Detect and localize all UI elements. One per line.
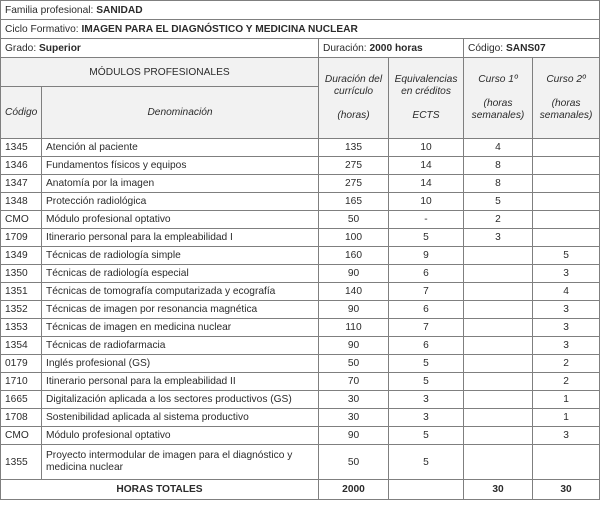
curso2-header [533, 58, 600, 139]
cell-horas: 30 [319, 391, 389, 409]
cell-ects: 9 [389, 247, 464, 265]
curso1-header-label: Curso 1º [478, 74, 518, 85]
table-row [1, 229, 600, 247]
table-row [1, 337, 600, 355]
cell-ects: 10 [389, 193, 464, 211]
ects-header-label: ECTS [412, 110, 440, 121]
grado-label: Grado: [5, 42, 37, 54]
cell-ects: 14 [389, 157, 464, 175]
ciclo-label: Ciclo Formativo: [5, 23, 79, 35]
denominacion-header: Denominación [42, 87, 319, 139]
cell-curso1 [464, 265, 533, 283]
cell-curso1 [464, 409, 533, 427]
duracion-label: Duración: [323, 42, 367, 54]
totals-ects [389, 480, 464, 500]
cell-curso2: 1 [533, 409, 600, 427]
cell-codigo: CMO [1, 427, 42, 445]
table-row [1, 157, 600, 175]
ciclo-row [1, 20, 600, 39]
cell-codigo: CMO [1, 211, 42, 229]
cell-denominacion: Módulo profesional optativo [42, 211, 319, 229]
table-row [1, 283, 600, 301]
grado-value: Superior [39, 42, 81, 54]
cell-codigo: 1708 [1, 409, 42, 427]
table-row [1, 409, 600, 427]
cell-codigo: 1348 [1, 193, 42, 211]
cell-curso1: 5 [464, 193, 533, 211]
cell-horas: 90 [319, 301, 389, 319]
cell-ects: 10 [389, 139, 464, 157]
cell-curso2: 3 [533, 265, 600, 283]
curso1-header [464, 58, 533, 139]
cell-ects: 5 [389, 229, 464, 247]
table-row [1, 175, 600, 193]
familia-row [1, 1, 600, 20]
cell-curso1 [464, 391, 533, 409]
cell-horas: 165 [319, 193, 389, 211]
totals-curso1: 30 [464, 480, 533, 500]
cell-codigo: 1355 [1, 445, 42, 480]
cell-denominacion: Fundamentos físicos y equipos [42, 157, 319, 175]
cell-horas: 90 [319, 265, 389, 283]
duracion-header-label: Duración del currículo [324, 74, 383, 97]
cell-curso1 [464, 247, 533, 265]
cell-denominacion: Técnicas de radiología especial [42, 265, 319, 283]
curso2-header-label: Curso 2º [546, 74, 586, 85]
table-row [1, 319, 600, 337]
cell-denominacion: Módulo profesional optativo [42, 427, 319, 445]
totals-curso2: 30 [533, 480, 600, 500]
cell-horas: 50 [319, 211, 389, 229]
cell-horas: 275 [319, 157, 389, 175]
familia-cell [1, 1, 600, 20]
codigo-label: Código: [468, 42, 504, 54]
cell-curso2: 2 [533, 373, 600, 391]
cell-curso1 [464, 301, 533, 319]
cell-horas: 140 [319, 283, 389, 301]
table-row [1, 139, 600, 157]
cell-denominacion: Técnicas de radiología simple [42, 247, 319, 265]
cell-horas: 275 [319, 175, 389, 193]
cell-curso1: 3 [464, 229, 533, 247]
totals-horas: 2000 [319, 480, 389, 500]
cell-horas: 50 [319, 355, 389, 373]
cell-curso2 [533, 445, 600, 480]
table-row [1, 373, 600, 391]
cell-curso2 [533, 229, 600, 247]
table-row [1, 193, 600, 211]
cell-curso2: 1 [533, 391, 600, 409]
table-row [1, 355, 600, 373]
cell-ects: 6 [389, 301, 464, 319]
cell-denominacion: Sostenibilidad aplicada al sistema productivo [42, 409, 319, 427]
cell-curso2 [533, 211, 600, 229]
equivalencias-header-label: Equivalencias en créditos [394, 74, 458, 97]
codigo-cell [464, 39, 600, 58]
cell-ects: 5 [389, 373, 464, 391]
cell-curso1 [464, 427, 533, 445]
cell-codigo: 1346 [1, 157, 42, 175]
cell-codigo: 1353 [1, 319, 42, 337]
table-row [1, 427, 600, 445]
duracion-header [319, 58, 389, 139]
cell-curso1 [464, 337, 533, 355]
grado-cell [1, 39, 319, 58]
table-row [1, 211, 600, 229]
table-row [1, 445, 600, 480]
table-row [1, 265, 600, 283]
cell-horas: 100 [319, 229, 389, 247]
cell-horas: 30 [319, 409, 389, 427]
cell-denominacion: Itinerario personal para la empleabilidad I [42, 229, 319, 247]
cell-denominacion: Protección radiológica [42, 193, 319, 211]
cell-codigo: 0179 [1, 355, 42, 373]
cell-horas: 160 [319, 247, 389, 265]
cell-ects: 5 [389, 427, 464, 445]
cell-denominacion: Proyecto intermodular de imagen para el diagnóstico y medicina nuclear [42, 445, 319, 480]
cell-codigo: 1709 [1, 229, 42, 247]
cell-ects: - [389, 211, 464, 229]
cell-codigo: 1350 [1, 265, 42, 283]
cell-curso1 [464, 319, 533, 337]
modulos-header: MÓDULOS PROFESIONALES [1, 58, 319, 87]
ciclo-value: IMAGEN PARA EL DIAGNÓSTICO Y MEDICINA NUCLEAR [81, 23, 358, 35]
duracion-cell [319, 39, 464, 58]
cell-curso2 [533, 193, 600, 211]
cell-curso1: 4 [464, 139, 533, 157]
table-row [1, 247, 600, 265]
equivalencias-header [389, 58, 464, 139]
cell-curso2 [533, 139, 600, 157]
cell-codigo: 1352 [1, 301, 42, 319]
table-row [1, 391, 600, 409]
cell-ects: 6 [389, 265, 464, 283]
cell-curso2: 3 [533, 337, 600, 355]
cell-denominacion: Atención al paciente [42, 139, 319, 157]
cell-denominacion: Inglés profesional (GS) [42, 355, 319, 373]
cell-curso1: 8 [464, 157, 533, 175]
cell-denominacion: Itinerario personal para la empleabilidad II [42, 373, 319, 391]
totals-label: HORAS TOTALES [1, 480, 319, 500]
cell-curso1 [464, 283, 533, 301]
cell-curso2 [533, 175, 600, 193]
cell-codigo: 1345 [1, 139, 42, 157]
familia-label: Familia profesional: [5, 4, 94, 16]
cell-denominacion: Anatomía por la imagen [42, 175, 319, 193]
duracion-header-unit: (horas) [337, 110, 370, 121]
cell-horas: 135 [319, 139, 389, 157]
cell-curso2: 3 [533, 301, 600, 319]
cell-denominacion: Digitalización aplicada a los sectores productivos (GS) [42, 391, 319, 409]
cell-ects: 6 [389, 337, 464, 355]
cell-ects: 14 [389, 175, 464, 193]
table-row [1, 301, 600, 319]
curso1-header-unit: (horas semanales) [471, 98, 525, 121]
codigo-header: Código [1, 87, 42, 139]
cell-horas: 90 [319, 427, 389, 445]
cell-denominacion: Técnicas de tomografía computarizada y ecografía [42, 283, 319, 301]
cell-horas: 50 [319, 445, 389, 480]
cell-curso1: 2 [464, 211, 533, 229]
cell-denominacion: Técnicas de imagen por resonancia magnética [42, 301, 319, 319]
ciclo-cell [1, 20, 600, 39]
cell-curso2: 3 [533, 427, 600, 445]
cell-ects: 7 [389, 283, 464, 301]
cell-denominacion: Técnicas de imagen en medicina nuclear [42, 319, 319, 337]
cell-horas: 90 [319, 337, 389, 355]
cell-codigo: 1354 [1, 337, 42, 355]
cell-curso2: 4 [533, 283, 600, 301]
cell-curso2: 2 [533, 355, 600, 373]
cell-ects: 3 [389, 409, 464, 427]
grado-row [1, 39, 600, 58]
familia-value: SANIDAD [96, 4, 143, 16]
cell-ects: 5 [389, 445, 464, 480]
cell-horas: 110 [319, 319, 389, 337]
cell-horas: 70 [319, 373, 389, 391]
cell-curso2 [533, 157, 600, 175]
duracion-value: 2000 horas [369, 42, 423, 54]
cell-denominacion: Técnicas de radiofarmacia [42, 337, 319, 355]
column-header-row-1 [1, 58, 600, 87]
cell-curso2: 5 [533, 247, 600, 265]
curso2-header-unit: (horas semanales) [539, 98, 593, 121]
cell-curso2: 3 [533, 319, 600, 337]
codigo-value: SANS07 [505, 42, 546, 54]
cell-ects: 3 [389, 391, 464, 409]
totals-row [1, 480, 600, 500]
cell-codigo: 1665 [1, 391, 42, 409]
cell-ects: 7 [389, 319, 464, 337]
cell-curso1 [464, 445, 533, 480]
cell-codigo: 1347 [1, 175, 42, 193]
cell-ects: 5 [389, 355, 464, 373]
cell-curso1 [464, 373, 533, 391]
cell-curso1 [464, 355, 533, 373]
cell-codigo: 1349 [1, 247, 42, 265]
cell-curso1: 8 [464, 175, 533, 193]
cell-codigo: 1351 [1, 283, 42, 301]
cell-codigo: 1710 [1, 373, 42, 391]
